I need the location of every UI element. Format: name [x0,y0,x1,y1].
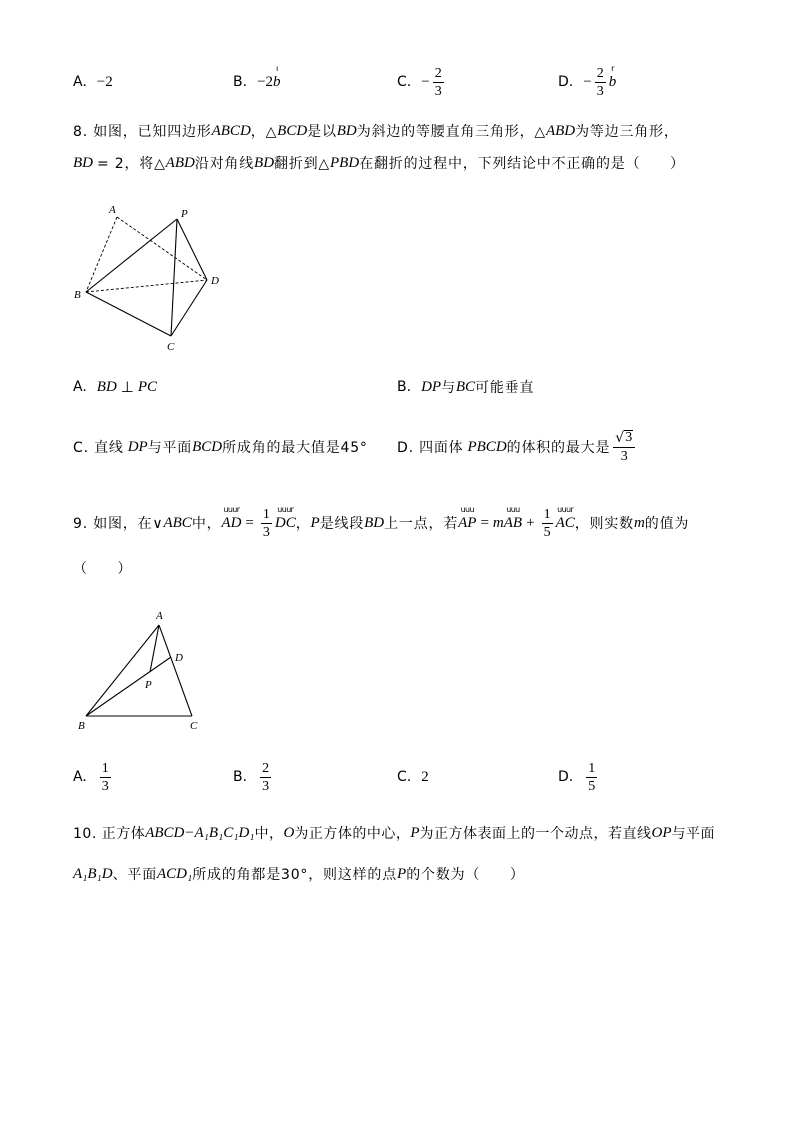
denominator: 3 [434,83,442,99]
q7-option-a [73,64,113,100]
math-var: b [273,73,281,90]
edge-bc [86,292,171,336]
math-var: BC [455,378,476,395]
q8-text: 与 [441,380,456,396]
edge-ad-dashed [117,217,207,280]
vertex-label-a: A [109,204,116,216]
numerator: 2 [596,65,604,81]
q8-text: 所成角的最大值是45° [222,440,368,456]
fraction [261,507,272,540]
edge-ab-dashed [86,217,117,292]
vertex-label-p: P [145,679,152,691]
math-var: b [608,73,617,90]
q9-text: ， [295,516,311,532]
plus-sign: + [526,514,535,531]
q9-stem-line-2 [73,550,132,586]
q10-text: 为正方体的中心， [294,826,411,842]
numerator [613,430,635,448]
edge-cd [171,280,207,336]
vertex-label-c: C [167,341,175,353]
option-label: B. [397,379,412,395]
edge-bp [86,219,177,292]
math-var: AB [503,514,523,531]
equals-sign: = [245,514,254,531]
equals-sign: = [480,514,489,531]
q7-option-d [558,64,616,100]
q9-option-d [558,759,600,795]
math-var: PBCD [467,438,507,455]
denominator: 3 [262,778,270,794]
q9-stem-line-1 [73,505,689,541]
vertex-label-b: B [78,720,85,732]
q8-text: 为等边三角形， [575,124,679,140]
q8-text: 8. 如图，已知四边形 [73,124,212,140]
option-label: C. [397,74,412,90]
vector-mark: uuur [223,504,240,514]
radicand: 3 [625,430,633,445]
fraction [542,507,553,540]
vertex-label-b: B [74,289,81,301]
q10-text: 为正方体表面上的一个动点，若直线 [419,826,652,842]
vector-mark: uuur [277,504,294,514]
q8-text: D. 四面体 [397,440,464,456]
math-var: BD [254,154,275,171]
q9-option-c [397,759,429,795]
q8-text: 为斜边的等腰直角三角形，△ [356,124,546,140]
math-var: OP [651,824,672,841]
vector-b [608,63,617,91]
numerator: 1 [262,506,270,522]
math-var: BD [364,514,385,531]
denominator: 3 [262,524,270,540]
denominator: 3 [101,778,109,794]
q10-text: 、平面 [112,867,157,883]
option-value: 2 [421,768,429,785]
math-var: A₁B₁D [73,865,113,882]
fraction [433,66,444,99]
q9-text: 是线段 [319,516,365,532]
math-var: m [633,514,645,531]
square-root [615,430,633,445]
math-var: DC [274,514,296,531]
math-var: PC [137,378,158,395]
q8-option-b [397,369,534,405]
edge-pc [171,219,177,336]
numerator: 2 [434,65,442,81]
edge-ac [159,625,192,716]
q7-option-b [233,64,281,100]
math-var: ACD₁ [157,865,193,882]
q8-text: 可能垂直 [475,380,535,396]
q8-text: C. 直线 [73,440,124,456]
denominator: 5 [588,778,596,794]
edge-bd-dashed [86,280,207,292]
numerator: 1 [543,506,551,522]
math-var: m [492,514,504,531]
minus-sign: − [583,73,592,90]
vector-mark: r [611,63,614,73]
vector-mark: uuu [506,504,520,514]
math-var: ABCD−A₁B₁C₁D₁ [145,824,255,841]
fraction [586,761,597,794]
math-var: BD [96,378,117,395]
q8-text: 沿对角线 [194,156,255,172]
q8-text: ，△ [250,124,278,140]
q9-text: 中， [191,516,222,532]
vector-b [273,63,281,91]
math-var: AD [221,514,242,531]
q10-stem-line-2 [73,856,525,892]
math-var: ABD [165,154,195,171]
vector-ad [221,504,242,532]
segment-ap [150,625,159,672]
option-label: A. [73,379,87,395]
option-label: D. [558,74,574,90]
math-var: P [310,514,320,531]
q9-text: 的值为 [644,516,690,532]
vector-mark: ı [275,63,278,73]
q10-text: 中， [254,826,284,842]
answer-brackets: （ ） [73,561,133,577]
q10-text: 与平面 [671,826,716,842]
edge-ab [86,625,159,716]
q8-text: 与平面 [147,440,193,456]
math-var: P [397,865,407,882]
q8-text: 的体积的最大是 [506,440,611,456]
numerator: 2 [262,760,270,776]
vector-ac [555,504,575,532]
q8-text: 翻折到△ [274,156,330,172]
option-label: A. [73,769,87,785]
vertex-label-p: P [181,208,188,220]
math-var: BD [73,154,93,171]
q10-stem-line-1 [73,815,715,851]
q9-option-b [233,759,274,795]
q8-text: = 2，将△ [97,156,166,172]
option-label: B. [233,74,248,90]
q8-option-d [397,429,638,465]
perpendicular-symbol: ⊥ [120,379,134,396]
option-value: −2 [96,73,113,90]
q9-triangle-figure [70,605,210,735]
vector-dc [274,504,296,532]
q8-quadrilateral-figure [60,195,230,357]
numerator: 1 [588,760,596,776]
q8-text: 在翻折的过程中，下列结论中不正确的是（ ） [359,156,685,172]
vector-ab [503,504,523,532]
q8-stem-line-1 [73,113,679,149]
option-label: A. [73,74,87,90]
q10-text: 所成的角都是30°，则这样的点 [192,867,398,883]
option-value: −2 [257,73,274,90]
vertex-label-a: A [156,610,163,622]
fraction [595,66,606,99]
math-var: AP [458,514,477,531]
q7-option-c [397,64,447,100]
denominator: 3 [620,449,628,464]
q10-text: 的个数为（ ） [406,867,525,883]
option-label: C. [397,769,412,785]
edge-pd [177,219,207,280]
math-var: BD [336,122,357,139]
math-var: O [283,824,295,841]
vector-ap [458,504,477,532]
option-label: B. [233,769,248,785]
segment-bd [86,657,171,716]
q8-text: 是以 [307,124,337,140]
vertex-label-d: D [175,652,183,664]
math-var: BCD [192,438,223,455]
q8-option-c [73,429,368,465]
math-var: ABD [545,122,576,139]
radical-sign: √ [615,430,625,446]
vector-mark: uuu [460,504,474,514]
numerator: 1 [101,760,109,776]
math-var: BCD [277,122,308,139]
math-var: DP [127,438,148,455]
math-var: AC [555,514,575,531]
q10-text: 10. 正方体 [73,826,146,842]
minus-sign: − [421,73,430,90]
fraction [260,761,271,794]
q9-text: 9. 如图，在∨ [73,516,164,532]
math-var: P [410,824,420,841]
vertex-label-c: C [190,720,198,732]
math-var: ABC [163,514,192,531]
denominator: 5 [543,524,551,540]
fraction [613,430,635,464]
math-var: PBD [330,154,360,171]
denominator: 3 [596,83,604,99]
fraction [100,761,111,794]
math-var: DP [421,378,442,395]
q8-option-a [73,369,157,405]
q9-text: 上一点，若 [384,516,459,532]
option-label: D. [558,769,574,785]
q9-option-a [73,759,114,795]
q8-stem-line-2 [73,145,685,181]
math-var: ABCD [211,122,251,139]
vector-mark: uuur [557,504,574,514]
q9-text: ，则实数 [574,516,634,532]
vertex-label-d: D [211,275,219,287]
